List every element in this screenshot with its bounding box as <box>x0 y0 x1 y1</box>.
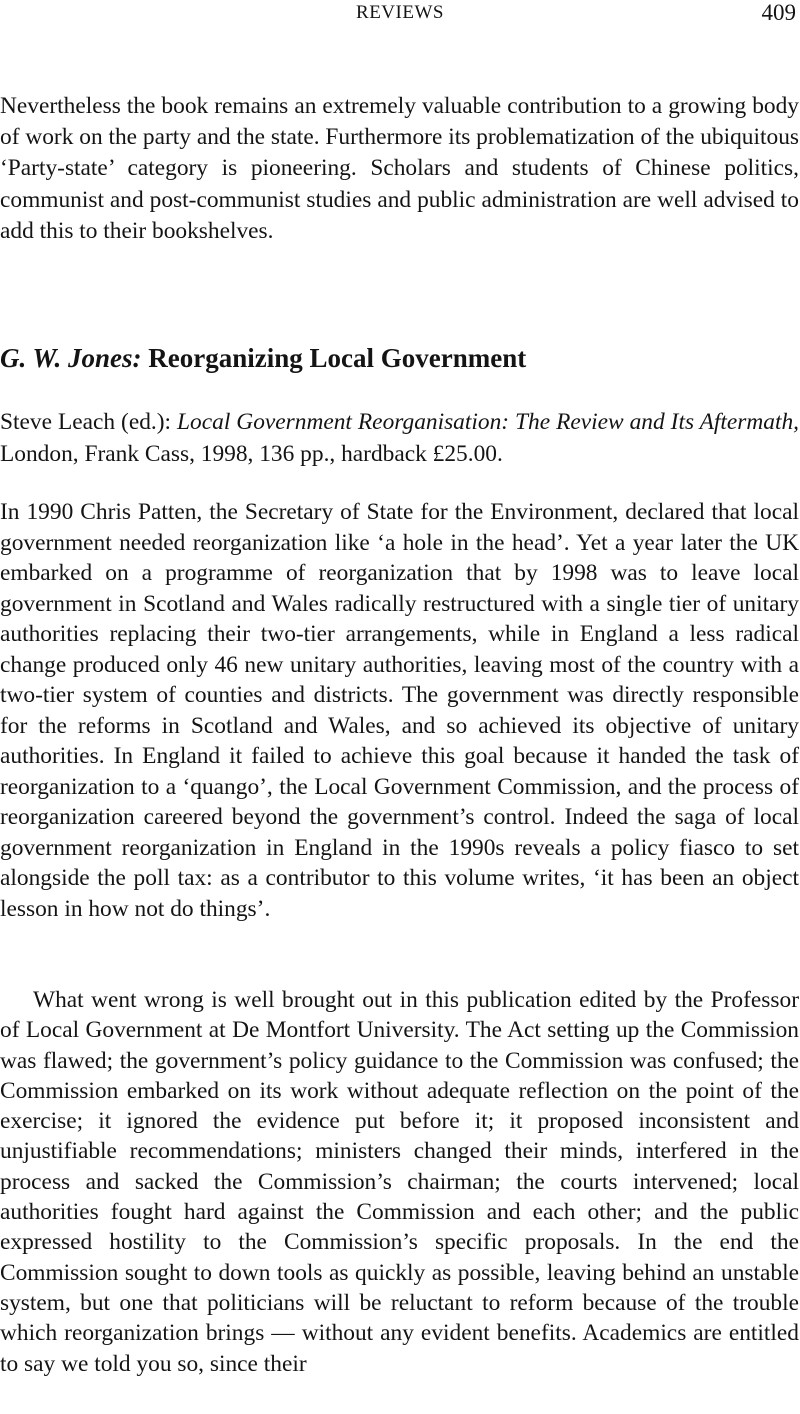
book-publication-details: London, Frank Cass, 1998, 136 pp., hardback £25.00. <box>0 441 503 467</box>
running-head <box>0 0 800 30</box>
page-number: 409 <box>761 0 796 25</box>
book-citation <box>0 406 799 470</box>
review-heading <box>0 341 800 375</box>
review-paragraph: What went wrong is well brought out in this publication edited by the Professor of Local Government at De Montfort University. The Act setting up the Commission was flawed; the government’s policy guidance to the Commission was confused; the Commission embarked on its work without adequate reflection on the point of the exercise; it ignored the evidence put before it; it proposed inconsistent and unjustifiable recommendations; ministers changed their minds, interfered in the process and sacked the Commission’s chairman; the courts intervened; local authorities fought hard against the Commission and each other; and the public expressed hostility to the Commission’s specific proposals. In the end the Commission sought to down tools as quickly as possible, leaving behind an unstable system, but one that politicians will be reluctant to reform because of the trouble which reorganization brings — without any evident benefits. Academics are entitled to say we told you so, since their <box>0 987 799 1377</box>
book-title: Local Government Reorganisation: The Review and Its Aftermath, <box>177 409 800 435</box>
review-title: Reorganizing Local Government <box>148 343 527 373</box>
review-paragraph: In 1990 Chris Patten, the Secretary of State for the Environment, declared that local government needed reorganization like ‘a hole in the head’. Yet a year later the UK embarked on a programme of reorganization that by 1998 was to leave local government in Scotland and Wales radically restructured with a single tier of unitary authorities replacing their two-tier arrangements, while in England a less radical change produced only 46 new unitary authorities, leaving most of the country with a two-tier system of counties and districts. The government was directly responsible for the reforms in Scotland and Wales, and so achieved its objective of unitary authorities. In England it failed to achieve this goal because it handed the task of reorganization to a ‘quango’, the Local Government Commission, and the process of reorganization careered beyond the government’s control. Indeed the saga of local government reorganization in England in the 1990s reveals a policy fiasco to set alongside the poll tax: as a contributor to this volume writes, ‘it has been an object lesson in how not do things’. <box>0 499 799 922</box>
reviewer-name: G. W. Jones: <box>0 343 142 373</box>
book-editor: Steve Leach (ed.): <box>0 409 172 435</box>
previous-review-closing-paragraph: Nevertheless the book remains an extremely valuable contribution to a growing body of work on the party and the state. Furthermore its problematization of the ubiquitous ‘Party-state’ category is pioneering. Scholars and students of Chinese politics, communist and post-communist studies and public administration are well advised to add this to their bookshelves. <box>0 93 799 244</box>
running-title: REVIEWS <box>356 2 444 23</box>
